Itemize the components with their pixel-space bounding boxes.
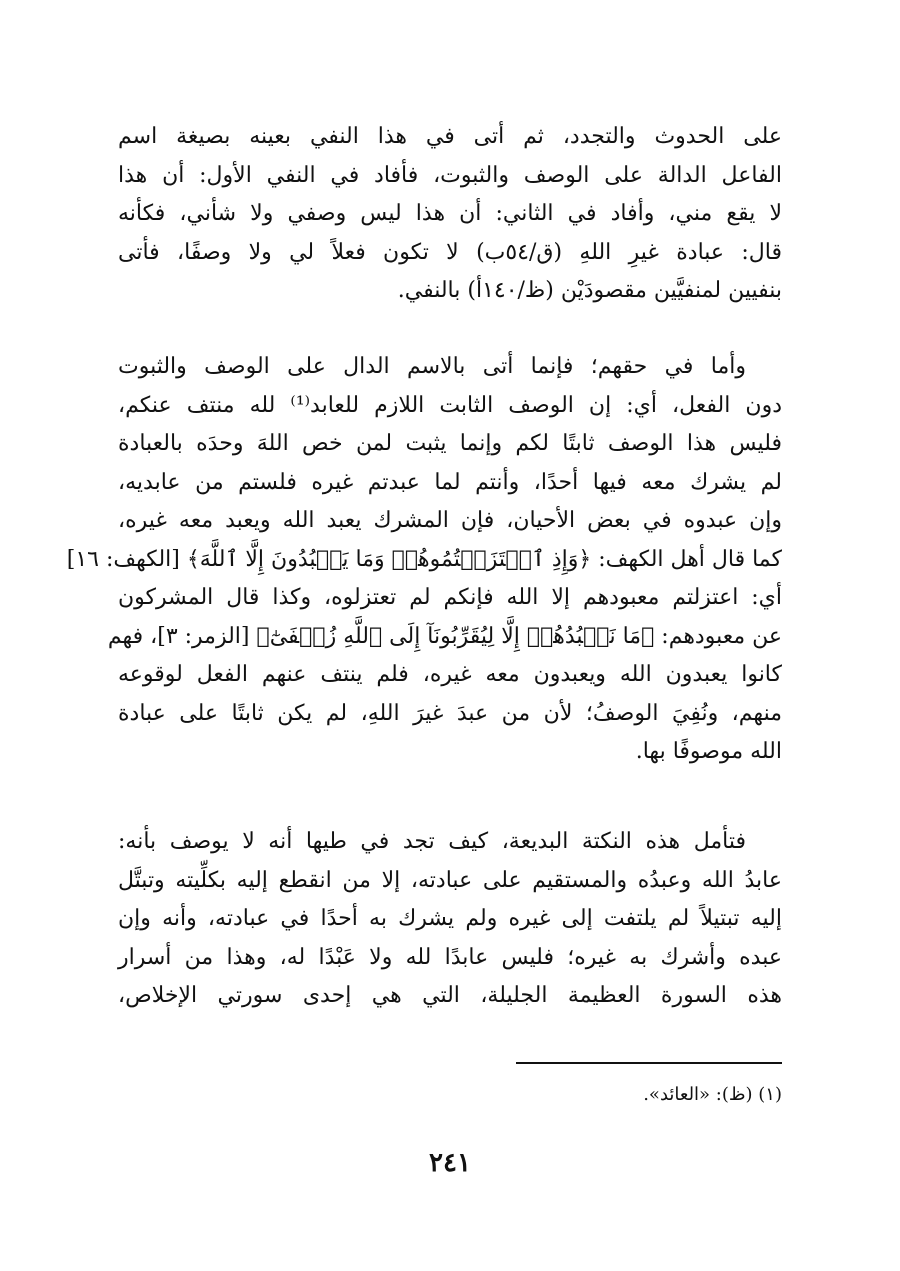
footnote-divider	[516, 1062, 782, 1064]
text-line: لا يقع مني، وأفاد في الثاني: أن هذا ليس وصفي ولا شأني، فكأنه	[118, 201, 782, 226]
text-line: قال: عبادة غيرِ اللهِ (ق/٥٤ب) لا تكون فعلاً لي ولا وصفًا، فأتى	[118, 239, 782, 265]
text-line: هذه السورة العظيمة الجليلة، التي هي إحدى سورتي الإخلاص،	[118, 983, 782, 1008]
quran-quote-line: عن معبودهم: ﴿مَا نَعۡبُدُهُمۡ إِلَّا لِيُقَرِّبُونَآ إِلَى ٱللَّهِ زُلۡفَىٰٓ﴾ [الزمر: ٣]، فهم	[107, 623, 782, 649]
text-line: عابدُ الله وعبدُه والمستقيم على عبادته، إلا من انقطع إليه بكلِّيته وتبتَّل	[118, 867, 782, 893]
paragraph-1	[118, 118, 782, 311]
text-line: كانوا يعبدون الله ويعبدون معه غيره، فلم ينتف عنهم الفعل لوقوعه	[118, 662, 782, 687]
text-line: وأما في حقهم؛ فإنما أتى بالاسم الدال على الوصف والثبوت	[118, 354, 746, 379]
quran-quote-line: كما قال أهل الكهف: ﴿وَإِذِ ٱعۡتَزَلۡتُمُوهُمۡ وَمَا يَعۡبُدُونَ إِلَّا ٱللَّهَ﴾ [الكهف: ١٦]	[66, 546, 782, 572]
text-line: إليه تبتيلاً لم يلتفت إلى غيره ولم يشرك به أحدًا في عبادته، وأنه وإن	[118, 906, 782, 931]
text-line: أي: اعتزلتم معبودهم إلا الله فإنكم لم تعتزلوه، وكذا قال المشركون	[118, 585, 782, 610]
text-line: الفاعل الدالة على الوصف والثبوت، فأفاد في النفي الأول: أن هذا	[118, 162, 782, 188]
text-line: الله موصوفًا بها.	[635, 739, 782, 764]
paragraph-2	[66, 348, 783, 772]
text-line: فتأمل هذه النكتة البديعة، كيف تجد في طيها أنه لا يوصف بأنه:	[118, 829, 746, 854]
text-line: لم يشرك معه فيها أحدًا، وأنتم لما عبدتم غيره فلستم من عابديه،	[118, 469, 782, 495]
text-line: على الحدوث والتجدد، ثم أتى في هذا النفي بعينه بصيغة اسم	[118, 124, 782, 149]
text-line: منهم، ونُفِيَ الوصفُ؛ لأن من عبدَ غيرَ اللهِ، لم يكن ثابتًا على عبادة	[118, 700, 782, 726]
text-line: بنفيين لمنفيَّين مقصودَيْن (ظ/١٤٠أ) بالنفي.	[397, 278, 782, 303]
paragraph-3	[118, 823, 782, 1016]
text-line: وإن عبدوه في بعض الأحيان، فإن المشرك يعبد الله ويعبد معه غيره،	[118, 508, 783, 533]
text-line: عبده وأشرك به غيره؛ فليس عابدًا لله ولا عَبْدًا له، وهذا من أسرار	[118, 944, 782, 970]
footnote: (١) (ظ): «العائد».	[643, 1084, 782, 1105]
text-line: فليس هذا الوصف ثابتًا لكم وإنما يثبت لمن خص اللهَ وحدَه بالعبادة	[118, 431, 782, 456]
page-number: ٢٤١	[429, 1148, 471, 1178]
text-line: دون الفعل، أي: إن الوصف الثابت اللازم للعابد⁽¹⁾ لله منتف عنكم،	[118, 392, 782, 418]
